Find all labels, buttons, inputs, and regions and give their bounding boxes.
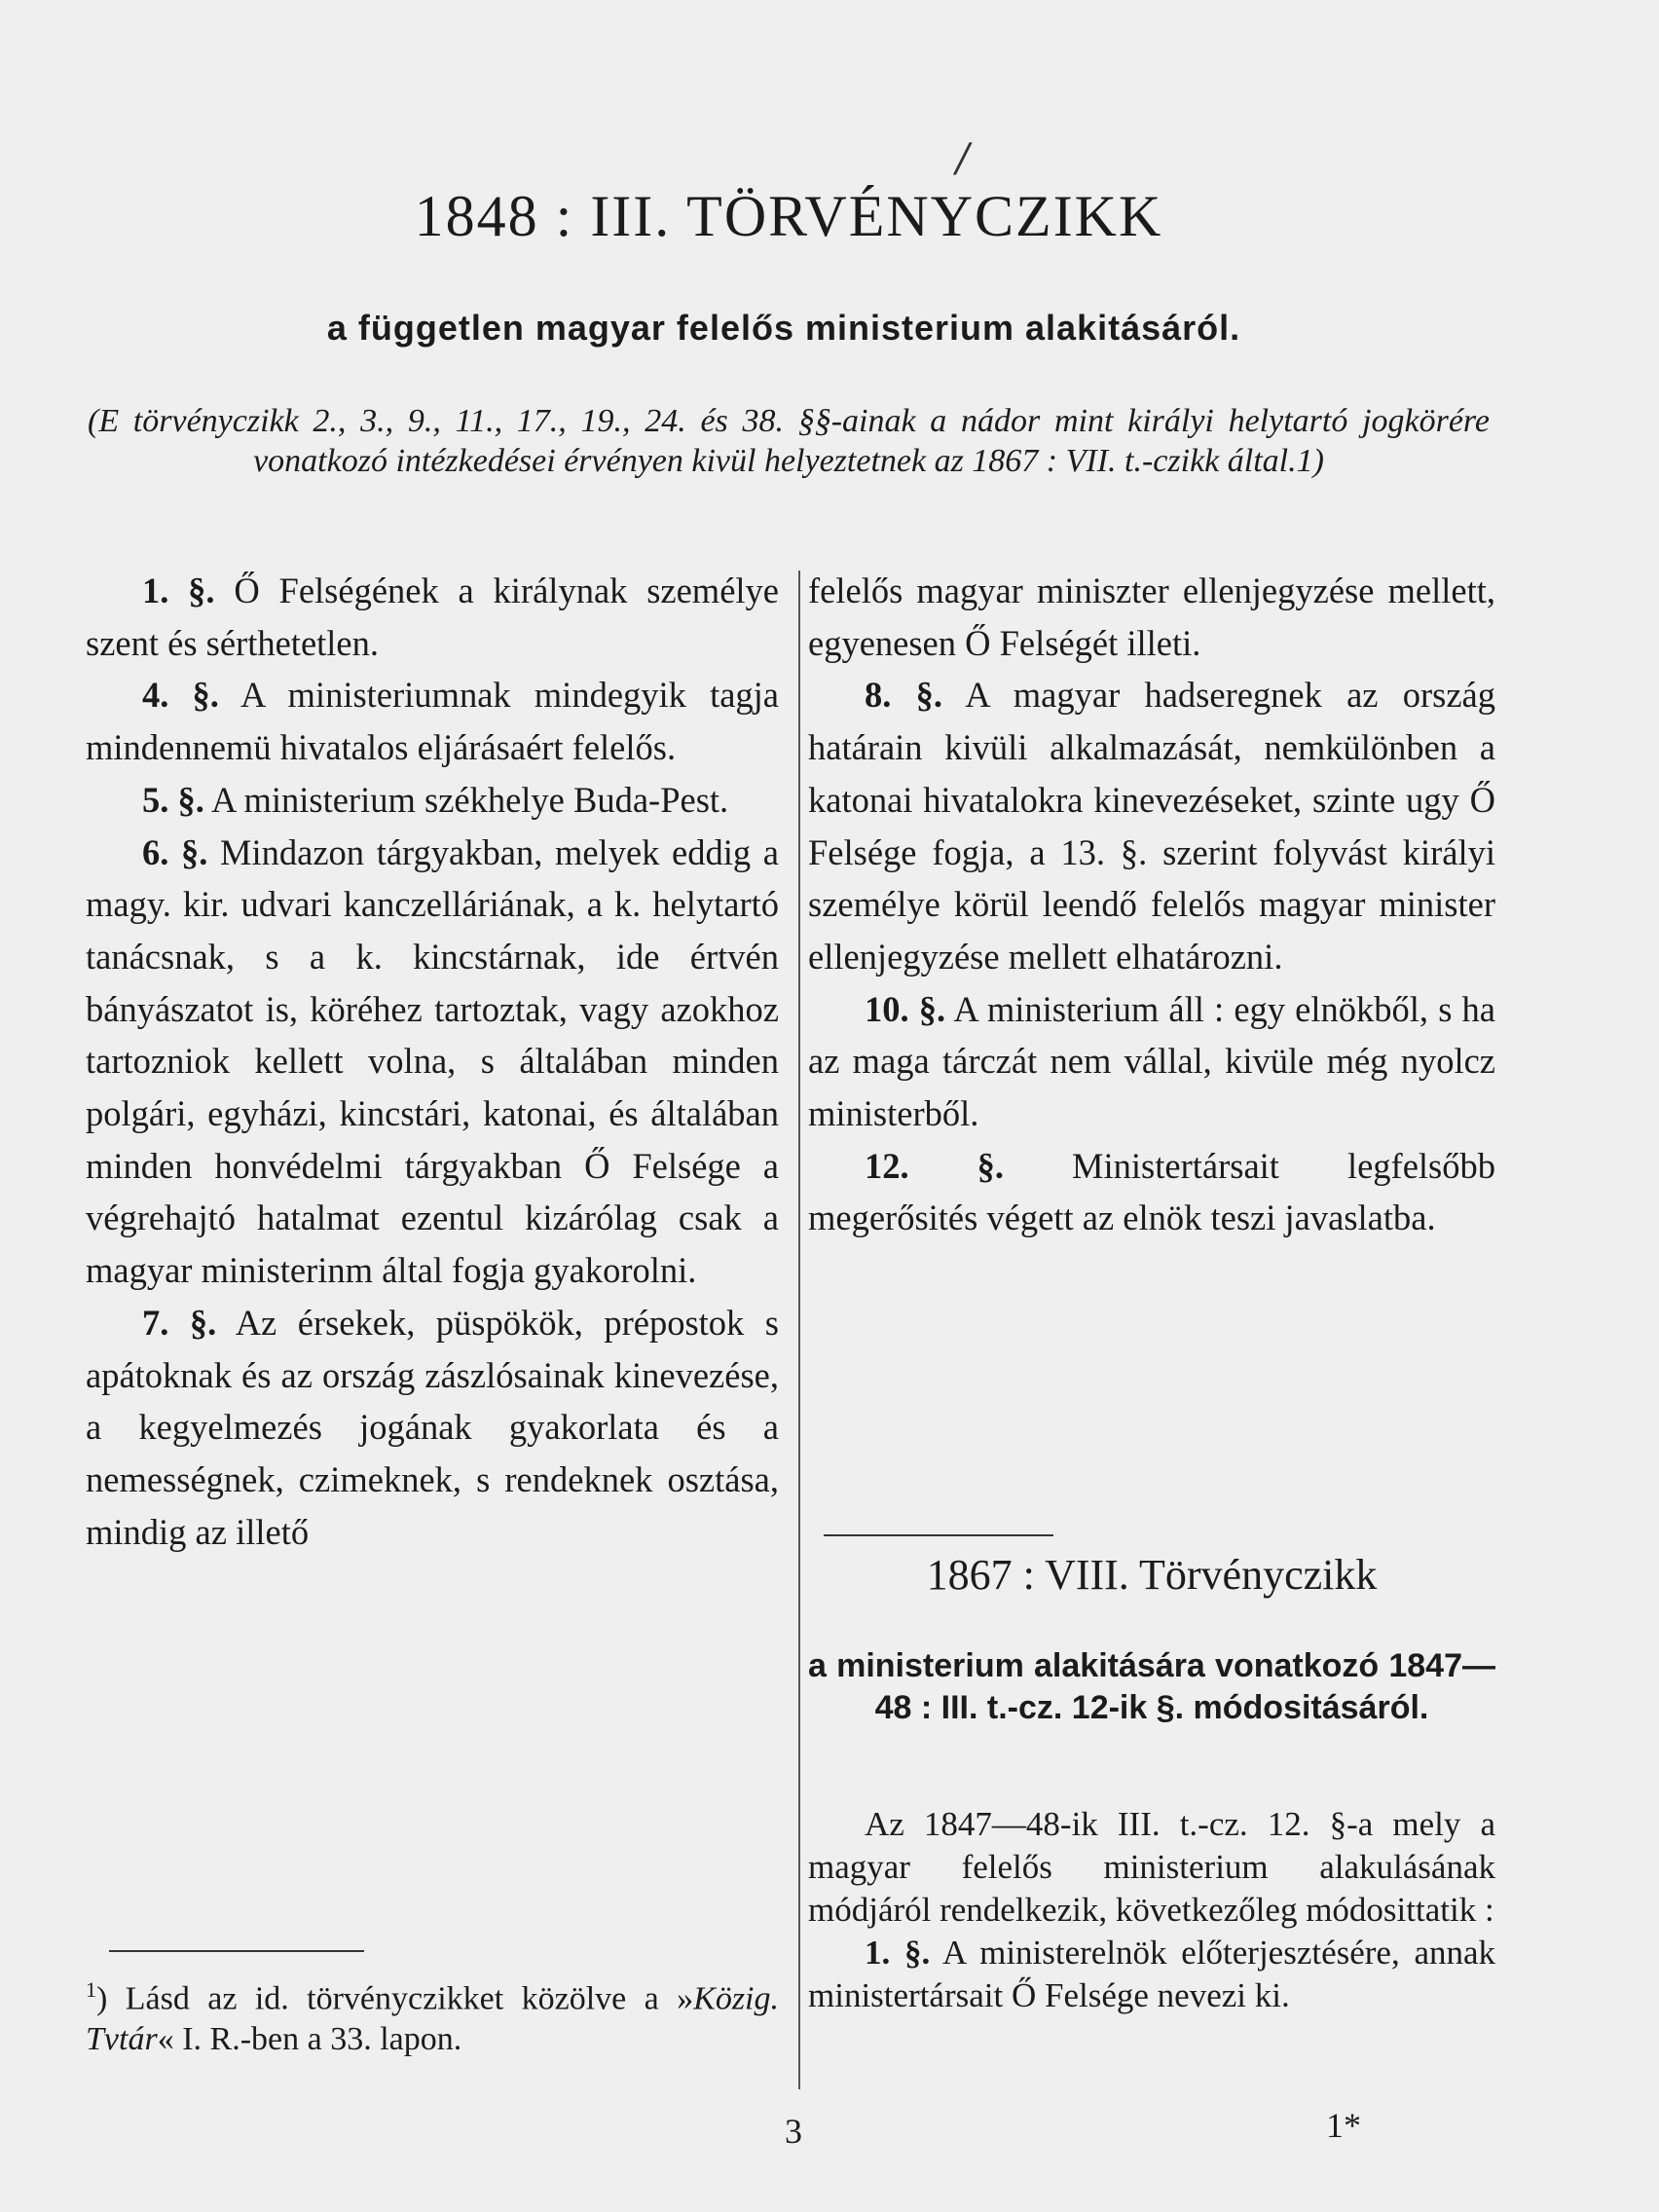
section-number: 7. §. <box>142 1302 217 1343</box>
paragraph-text: A ministeriumnak mindegyik tagja mindennemü hivatalos eljárásaért felelős. <box>86 675 779 768</box>
signature-mark: 1* <box>1326 2106 1361 2145</box>
paragraph-5 <box>86 774 779 827</box>
footnote-text: ) Lásd az id. törvényczikket közölve a » <box>96 1980 694 2017</box>
section-number: 1. §. <box>142 571 215 610</box>
paragraph-text: A ministerium áll : egy elnökből, s ha az maga tárczát nem vállal, kivüle még nyolcz ministerből. <box>808 988 1496 1134</box>
section-number: 5. §. <box>142 779 204 820</box>
footnote-marker: 1 <box>86 1977 96 2002</box>
paragraph-continuation: felelős magyar miniszter ellenjegyzése mellett, egyenesen Ő Felségét illeti. <box>808 571 1495 663</box>
page-title: 1848 : III. TÖRVÉNYCZIKK <box>414 184 1163 248</box>
paragraph-text: A ministerium székhelye Buda-Pest. <box>203 779 729 820</box>
paragraph-text: Az érsekek, püspökök, prépostok s apátoknak és az ország zászlósainak kinevezése, a kegyelmezés jogának gyakorlata és a nemességnek, czimeknek, s rendeknek osztása, mindig az illető <box>86 1302 779 1552</box>
page-subtitle: a független magyar felelős ministerium alakitásáról. <box>326 308 1241 348</box>
footnote <box>86 1970 779 2060</box>
paragraph-7 <box>86 1297 779 1559</box>
editorial-note: (E törvényczikk 2., 3., 9., 11., 17., 19., 24. és 38. §§-ainak a nádor mint királyi helytartó jogkörére vonatkozó intézkedései érvényen kivül helyeztetnek az 1867 : VII. t.-czikk által.1) <box>88 403 1490 479</box>
paragraph-text: Mindazon tárgyakban, melyek eddig a magy. kir. udvari kanczelláriának, a k. helytartó tanácsnak, s a k. kincstárnak, ide értvén bányászatot is, köréhez tartoztak, vagy azokhoz tartozniok kellett volna, s általában minden polgári, egyházi, kincstári, katonai, és általában minden honvédelmi tárgyakban Ő Felsége a végrehajtó hatalmat ezentul kizárólag csak a magyar ministerinm által fogja gyakorolni. <box>86 831 779 1291</box>
section-number: 8. §. <box>865 675 942 716</box>
column-divider <box>798 571 800 2089</box>
section-number: 10. §. <box>865 988 946 1029</box>
section-number: 1. §. <box>865 1934 931 1972</box>
paragraph-10 <box>808 983 1495 1140</box>
footnote-divider <box>109 1950 364 1952</box>
paragraph-text: Ministertársait legfelsőbb megerősités végett az elnök teszi javaslatba. <box>808 1145 1495 1238</box>
section-number: 6. §. <box>142 831 208 872</box>
paragraph-12 <box>808 1140 1495 1244</box>
paragraph-text: A ministerelnök előterjesztésére, annak ministertársait Ő Felsége nevezi ki. <box>808 1934 1496 2014</box>
section-paragraph-1 <box>808 1932 1495 2017</box>
section-number: 4. §. <box>142 675 219 716</box>
pencil-mark: / <box>956 136 970 181</box>
left-column <box>86 565 779 1558</box>
paragraph-6 <box>86 827 779 1297</box>
footnote-text-end: « I. R.-ben a 33. lapon. <box>157 2021 462 2058</box>
section-subtitle: a ministerium alakitására vonatkozó 1847—48 : III. t.-cz. 12-ik §. módositásáról. <box>808 1647 1495 1726</box>
section-title: 1867 : VIII. Törvényczikk <box>926 1551 1378 1599</box>
paragraph-1 <box>86 565 779 669</box>
section-divider <box>824 1534 1053 1536</box>
paragraph-4 <box>86 669 779 773</box>
paragraph-text: Ő Felségének a királynak személye szent és sérthetetlen. <box>86 571 779 663</box>
section-body <box>808 1803 1495 2017</box>
section-number: 12. §. <box>865 1145 1005 1186</box>
paragraph-8 <box>808 669 1495 982</box>
section-intro: Az 1847—48-ik III. t.-cz. 12. §-a mely a magyar felelős ministerium alakulásának módjáról rendelkezik, következőleg módosittatik : <box>808 1805 1495 1929</box>
right-column <box>808 565 1495 1244</box>
footnote-source: Közig. Tvtár <box>86 1980 779 2058</box>
paragraph-text: A magyar hadseregnek az ország határain kivüli alkalmazását, nemkülönben a katonai hivatalokra kinevezéseket, szinte ugy Ő Felsége fogja, a 13. §. szerint folyvást királyi személye körül leendő felelős magyar minister ellenjegyzése mellett elhatározni. <box>808 675 1495 977</box>
page-number: 3 <box>785 2112 802 2151</box>
